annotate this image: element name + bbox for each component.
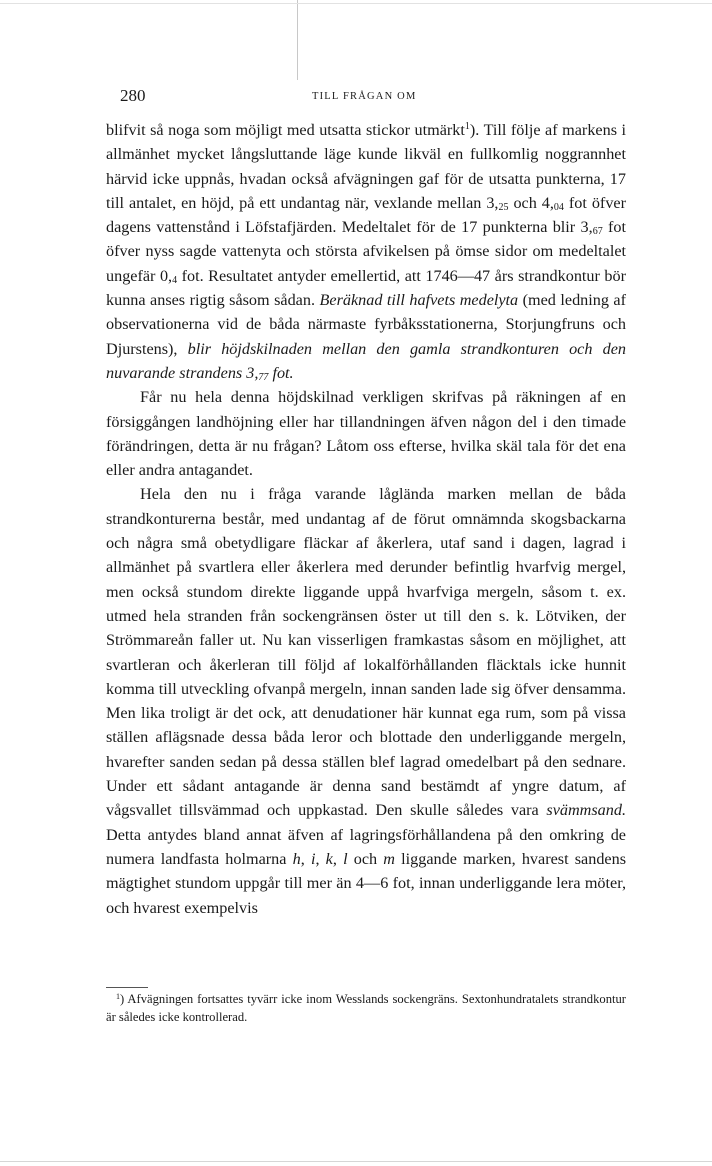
scan-fold-line: [297, 0, 298, 80]
footnote-marker: 1: [116, 992, 120, 1001]
emphasis-text: Beräknad till hafvets medelyta: [319, 291, 519, 310]
page-number: 280: [120, 86, 146, 105]
footnote: [106, 991, 626, 1026]
scan-top-edge: [0, 3, 712, 4]
paragraph-1: blifvit så noga som möjligt med utsatta stickor utmärkt$^1$). Till följe af markens i allmänhet mycket långsluttande läge kunde likväl en fullkomlig noggrannhet härvid icke uppnås, hvadan också afvägningen gaf för de utsatta punkterna, 17 till antalet, en höjd, på ett undantag när, vexlande mellan $3,_{25}$ och $4,_{04}$ fot öfver dagens vattenstånd i Löfstafjärden. Medeltalet för de 17 punkterna blir $3,_{67}$ fot öfver nyss sagde vattenyta och största afvikelsen på ömse sidor om medeltalet ungefär $0,_4$ fot. Resultatet antyder emellertid, att 1746—47 års strandkontur bör kunna anses rigtig såsom sådan. Beräknad till hafvets medelyta (med ledning af observationerna vid de båda närmaste fyrbåksstationerna, Storjungfruns och Djurstens), blir höjdskilnaden mellan den gamla strandkonturen och den nuvarande strandens $3,_{77}$ fot.: [106, 121, 627, 383]
footnote-divider: [106, 987, 148, 988]
body-text: [106, 118, 626, 920]
page-header: [106, 86, 626, 110]
scan-bottom-edge: [0, 1161, 712, 1162]
footnote-reference[interactable]: 1: [464, 121, 470, 132]
paragraph-2: Får nu hela denna höjdskilnad verkligen skrifvas på räkningen af en försiggången landhöjning eller har tillandningen äfven någon del i den timade förändringen, detta är nu frågan? Låtom oss efterse, hvilka skäl tala för det ena eller andra antagandet.: [106, 388, 626, 480]
emphasis-conclusion: blir höjdskilnaden mellan den gamla strandkonturen och den nuvarande strandens $3,_{77}$ fot.: [106, 339, 626, 383]
paragraph-3: Hela den nu i fråga varande lågländа marken mellan de båda strandkonturerna består, med undantag af de förut omnämnda skogsbackarna och några små obetydligare fläckar af åkerlera, utaf sand i dagen, lagrad i allmänhet på svartlera eller åkerlera med derunder befintlig hvarfvig mergel, men också stundom direkte liggande uppå hvarfviga mergeln, såsom t. ex. utmed hela stranden från sockengränsen öster ut till den s. k. Lötviken, der Strömmareån faller ut. Nu kan visserligen framkastas såsom en möjlighet, att svartleran och åkerleran till följd af lokalförhållanden fläcktals icke hunnit komma till utveckling ofvanpå mergeln, innan sanden lade sig öfver densamma. Men lika troligt är det ock, att denudationer här kunnat ega rum, som på vissa ställen aflägsnade dessa båda leror och blottade den underliggande mergeln, hvarefter sanden sedan på dessa ställen blef lagrad omedelbart på den sednare. Under ett sådant antagande är denna sand bestämdt af yngre datum, af vågsvallet tillsvämmad och uppkastad. Den skulle således vara svämmsand. Detta antydes bland annat äfven af lagringsförhållandena på den omkring de numera landfasta holmarna h, i, k, l och m liggande marken, hvarest sandens mägtighet stundom uppgår till mer än 4—6 fot, innan underliggande lera möter, och hvarest exempelvis: [106, 485, 626, 917]
running-title: TILL FRÅGAN OM: [312, 91, 417, 102]
footnote-text: ) Afvägningen fortsattes tyvärr icke inom Wesslands sockengräns. Sextonhundratalets strandkontur är således icke kontrollerad.: [106, 992, 626, 1024]
